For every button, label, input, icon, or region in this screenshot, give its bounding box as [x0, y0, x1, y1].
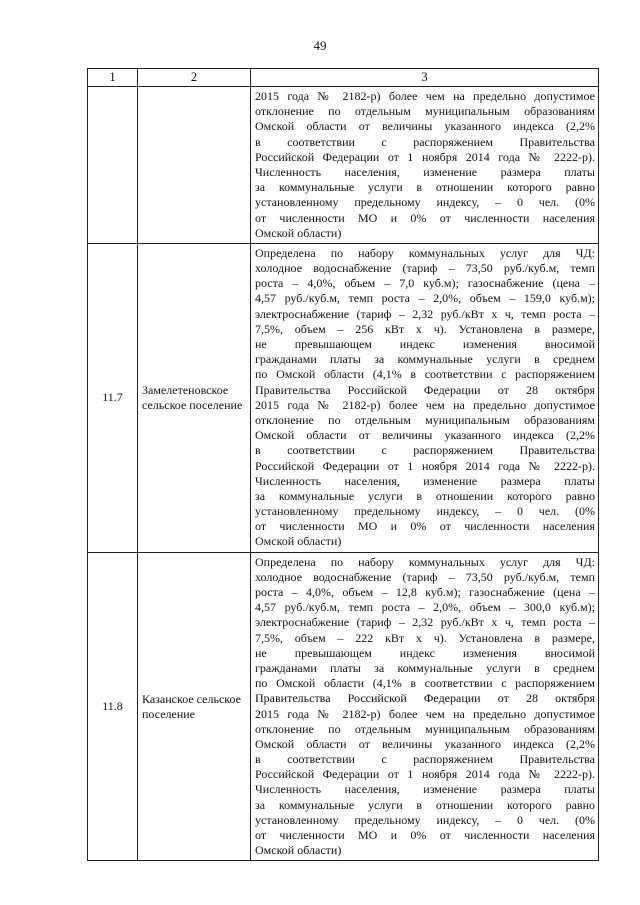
description-line: от численности МО и 0% от численности населения: [255, 519, 595, 534]
description-line: Численность населения, изменение размера платы: [255, 782, 595, 797]
description-line: холодное водоснабжение (тариф – 73,50 руб./куб.м, темп: [255, 569, 595, 584]
description-line: от численности МО и 0% от численности населения: [255, 210, 595, 225]
description-line: в соответствии с распоряжением Правительства: [255, 443, 595, 458]
description-line: Российской Федерации от 1 ноября 2014 года № 2222-р).: [255, 458, 595, 473]
description-line: Омской области от величины указанного индекса (2,2%: [255, 736, 595, 751]
description-line: в соответствии с распоряжением Правительства: [255, 752, 595, 767]
description-line: за коммунальные услуги в отношении которого равно: [255, 488, 595, 503]
description-line: установленному предельному индексу, – 0 чел. (0%: [255, 195, 595, 210]
row-description: [251, 552, 599, 861]
description-line: Российской Федерации от 1 ноября 2014 года № 2222-р).: [255, 767, 595, 782]
description-line: Правительства Российской Федерации от 28 октября: [255, 382, 595, 397]
description-line: 2015 года № 2182-р) более чем на предельно допустимое: [255, 89, 595, 103]
description-line: Определена по набору коммунальных услуг для ЧД:: [255, 554, 595, 569]
description-line: Омской области от величины указанного индекса (2,2%: [255, 428, 595, 443]
description-line: холодное водоснабжение (тариф – 73,50 руб./куб.м, темп: [255, 261, 595, 276]
description-line: по Омской области (4,1% в соответствии с распоряжением: [255, 676, 595, 691]
table-row: [88, 87, 599, 244]
description-line: Правительства Российской Федерации от 28 октября: [255, 691, 595, 706]
table-row: [88, 552, 599, 861]
row-description: [251, 87, 599, 244]
description-line: 4,57 руб./куб.м, темп роста – 2,0%, объем – 300,0 куб.м);: [255, 600, 595, 615]
table-row: [88, 243, 599, 552]
description-line: в соответствии с распоряжением Правительства: [255, 134, 595, 149]
description-line: Численность населения, изменение размера платы: [255, 473, 595, 488]
description-line: не превышающем индекс изменения вносимой: [255, 337, 595, 351]
row-number: 11.8: [88, 552, 138, 861]
description-line: Определена по набору коммунальных услуг для ЧД:: [255, 245, 595, 260]
settlement-name: [138, 87, 251, 244]
settlement-name: Казанское сельское поселение: [138, 552, 251, 861]
utilities-table: [87, 68, 599, 861]
description-line: установленному предельному индексу, – 0 чел. (0%: [255, 812, 595, 827]
description-line: 4,57 руб./куб.м, темп роста – 2,0%, объем – 159,0 куб.м);: [255, 291, 595, 306]
header-col-1: 1: [88, 69, 138, 87]
description-line: электроснабжение (тариф – 2,32 руб./кВт х ч, темп роста –: [255, 306, 595, 321]
description-line: Численность населения, изменение размера платы: [255, 164, 595, 179]
description-line: 7,5%, объем – 222 кВт х ч). Установлена в размере,: [255, 630, 595, 645]
description-line: 2015 года № 2182-р) более чем на предельно допустимое: [255, 397, 595, 412]
description-line: отклонение по отдельным муниципальным образованиям: [255, 721, 595, 736]
description-line: Российской Федерации от 1 ноября 2014 года № 2222-р).: [255, 149, 595, 164]
description-line: роста – 4,0%, объем – 12,8 куб.м); газоснабжение (цена –: [255, 585, 595, 599]
description-line: установленному предельному индексу, – 0 чел. (0%: [255, 504, 595, 519]
description-line: Омской области): [255, 225, 342, 240]
description-line: гражданами платы за коммунальные услуги в среднем: [255, 660, 595, 675]
description-line: отклонение по отдельным муниципальным образованиям: [255, 412, 595, 427]
description-line: 2015 года № 2182-р) более чем на предельно допустимое: [255, 706, 595, 721]
description-line: гражданами платы за коммунальные услуги в среднем: [255, 352, 595, 367]
description-line: за коммунальные услуги в отношении которого равно: [255, 180, 595, 195]
description-line: от численности МО и 0% от численности населения: [255, 828, 595, 842]
header-col-3: 3: [251, 69, 599, 87]
description-line: не превышающем индекс изменения вносимой: [255, 645, 595, 660]
page-number: 49: [313, 38, 327, 53]
description-line: отклонение по отдельным муниципальным образованиям: [255, 104, 595, 119]
description-line: Омской области): [255, 843, 342, 858]
table-header-row: [88, 69, 599, 87]
header-col-2: 2: [138, 69, 251, 87]
row-number: 11.7: [88, 243, 138, 552]
row-number: [88, 87, 138, 244]
row-description: [251, 243, 599, 552]
description-line: Омской области): [255, 534, 342, 549]
description-line: 7,5%, объем – 256 кВт х ч). Установлена в размере,: [255, 321, 595, 336]
description-line: роста – 4,0%, объем – 7,0 куб.м); газоснабжение (цена –: [255, 276, 595, 291]
description-line: по Омской области (4,1% в соответствии с распоряжением: [255, 367, 595, 382]
settlement-name: Замелетеновское сельское поселение: [138, 243, 251, 552]
description-line: Омской области от величины указанного индекса (2,2%: [255, 119, 595, 134]
description-line: электроснабжение (тариф – 2,32 руб./кВт х ч, темп роста –: [255, 615, 595, 630]
description-line: за коммунальные услуги в отношении которого равно: [255, 797, 595, 812]
